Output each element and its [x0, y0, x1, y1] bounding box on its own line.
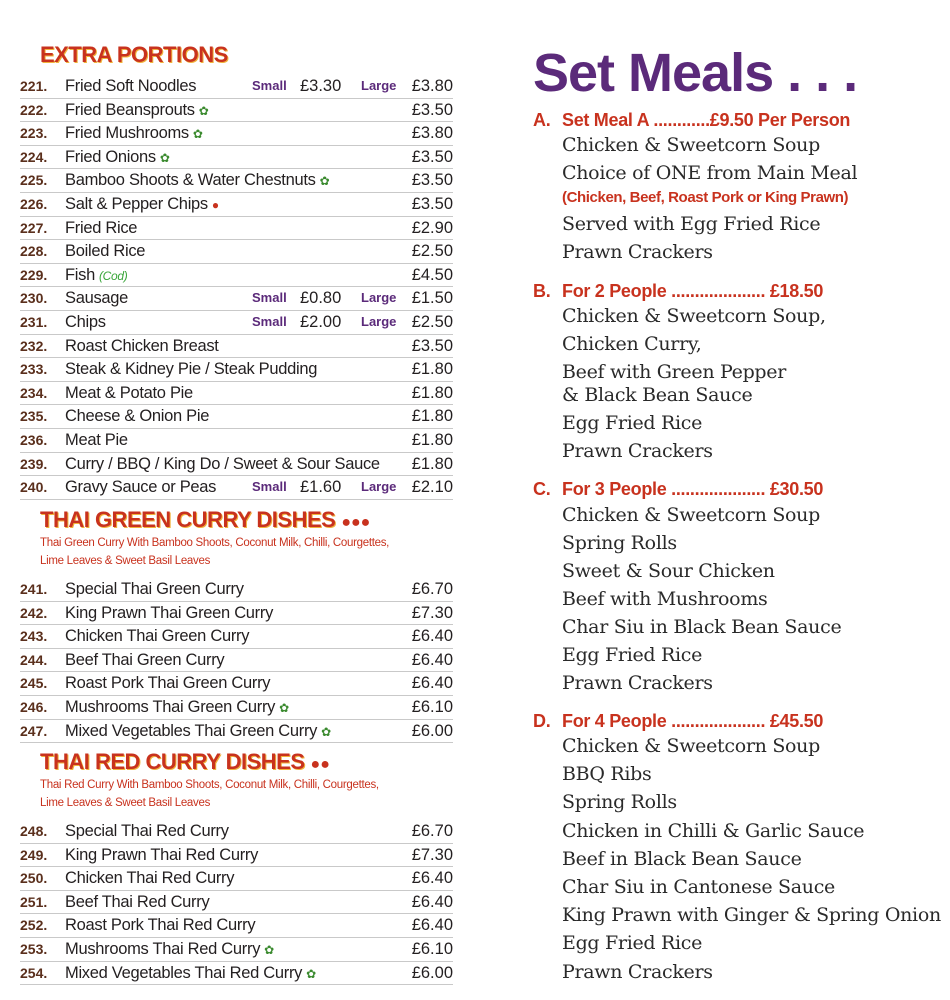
- set-meal-c-line: Spring Rolls: [562, 532, 677, 554]
- menu-item-row: [20, 239, 453, 264]
- item-name: Chicken Thai Green Curry: [65, 627, 250, 646]
- set-meal-d-line: King Prawn with Ginger & Spring Onion: [562, 904, 941, 927]
- set-meal-d-line: Chicken in Chilli & Garlic Sauce: [562, 819, 865, 842]
- menu-item-row: [20, 74, 453, 99]
- set-meal-d-line: Char Siu in Cantonese Sauce: [562, 876, 836, 898]
- set-meal-a-note: (Chicken, Beef, Roast Pork or King Prawn): [562, 189, 849, 206]
- item-number: 239.: [20, 455, 48, 472]
- menu-item-row: [20, 121, 453, 146]
- item-price: £6.40: [411, 869, 453, 888]
- menu-item-row: [20, 216, 453, 241]
- leaf-icon: ✿: [192, 127, 203, 142]
- item-name: Beef Thai Green Curry: [65, 650, 225, 669]
- item-price: £6.00: [411, 721, 453, 740]
- set-meal-b-heading: B. For 2 People .................... £18.50: [533, 281, 824, 301]
- leaf-icon: ✿: [198, 103, 209, 118]
- thai-green-description: Thai Green Curry With Bamboo Shoots, Coconut Milk, Chilli, Courgettes, Lime Leaves & Sweet Basil Leaves: [40, 537, 390, 567]
- leaf-icon: ✿: [306, 966, 316, 981]
- small-label: Small: [252, 479, 287, 495]
- item-number: 242.: [20, 604, 48, 621]
- item-name: Special Thai Green Curry: [65, 580, 244, 598]
- set-meal-b-line: Beef with Green Pepper: [562, 361, 787, 383]
- menu-item-row: [20, 168, 453, 193]
- menu-item-row: [20, 648, 453, 673]
- item-price: £6.00: [411, 963, 453, 982]
- item-note: (Cod): [98, 268, 128, 283]
- menu-item-row: [20, 937, 453, 962]
- set-meal-b-line: Chicken & Sweetcorn Soup,: [562, 305, 826, 327]
- item-number: 228.: [20, 243, 48, 260]
- item-name: Salt & Pepper Chips ●: [65, 195, 219, 213]
- menu-item-row: [20, 843, 453, 868]
- leaf-icon: ✿: [321, 724, 331, 739]
- item-price: £3.50: [411, 147, 453, 166]
- menu-item-row: [20, 695, 453, 720]
- item-name: Fried Beansprouts ✿: [65, 100, 209, 119]
- item-name: Cheese & Onion Pie: [65, 407, 210, 426]
- menu-item-row: [20, 286, 453, 311]
- large-label: Large: [361, 314, 397, 329]
- menu-item-row: [20, 192, 453, 217]
- item-number: 231.: [20, 314, 48, 330]
- item-name: Bamboo Shoots & Water Chestnuts ✿: [65, 171, 330, 190]
- item-price: £2.10: [411, 478, 453, 497]
- item-number: 233.: [20, 361, 48, 378]
- item-price: £6.40: [411, 627, 453, 646]
- item-price: £6.40: [411, 892, 453, 911]
- item-price: £3.50: [411, 100, 453, 119]
- set-meal-c-line: Egg Fried Rice: [562, 644, 703, 666]
- chilli-icon: ●●●: [341, 514, 371, 531]
- item-number: 236.: [20, 432, 48, 448]
- item-name: Meat Pie: [65, 431, 128, 449]
- chilli-icon: ●●: [310, 756, 330, 773]
- menu-item-row: [20, 357, 453, 382]
- menu-item-row: [20, 310, 453, 335]
- small-price: £1.60: [300, 478, 342, 497]
- set-meal-a-heading: A. Set Meal A ............£9.50 Per Person: [533, 110, 851, 130]
- item-number: 241.: [20, 581, 48, 597]
- item-number: 223.: [20, 125, 48, 142]
- thai-green-title: THAI GREEN CURRY DISHES ●●●: [40, 507, 371, 532]
- item-number: 229.: [20, 266, 48, 283]
- small-label: Small: [252, 314, 287, 329]
- set-meal-b-line: & Black Bean Sauce: [562, 384, 753, 406]
- item-number: 230.: [20, 290, 48, 307]
- item-name: Meat & Potato Pie: [65, 383, 193, 402]
- item-price: £2.50: [411, 313, 453, 331]
- item-name: Special Thai Red Curry: [65, 822, 229, 840]
- set-meal-c-heading: C. For 3 People .................... £30.50: [533, 479, 824, 499]
- set-meal-a-line: Served with Egg Fried Rice: [562, 213, 821, 235]
- item-name: Roast Pork Thai Red Curry: [65, 916, 256, 935]
- leaf-icon: ✿: [279, 701, 289, 715]
- extra-portions-title: EXTRA PORTIONS: [40, 42, 228, 67]
- thai-red-description: Thai Red Curry With Bamboo Shoots, Coconut Milk, Chilli, Courgettes, Lime Leaves & Sweet Basil Leaves: [40, 779, 379, 809]
- item-name: Steak & Kidney Pie / Steak Pudding: [65, 360, 318, 379]
- item-name: Mixed Vegetables Thai Red Curry ✿: [65, 963, 316, 982]
- item-name: Fried Mushrooms ✿: [65, 124, 203, 143]
- item-price: £6.10: [411, 698, 453, 716]
- menu-item-row: [20, 475, 453, 500]
- set-meal-a-line: Chicken & Sweetcorn Soup: [562, 134, 820, 156]
- item-price: £7.30: [411, 603, 453, 622]
- item-number: 244.: [20, 651, 48, 668]
- small-price: £0.80: [300, 289, 342, 308]
- item-name: Beef Thai Red Curry: [65, 892, 210, 911]
- menu-item-row: [20, 334, 453, 359]
- item-name: Roast Chicken Breast: [65, 336, 219, 355]
- set-meal-c-line: Prawn Crackers: [562, 672, 713, 694]
- item-number: 224.: [20, 148, 48, 165]
- item-name: Curry / BBQ / King Do / Sweet & Sour Sauce: [65, 454, 380, 473]
- menu-item-row: [20, 913, 453, 938]
- menu-item-row: [20, 404, 453, 429]
- item-number: 243.: [20, 628, 48, 645]
- item-name: Fried Soft Noodles: [65, 77, 197, 95]
- menu-item-row: [20, 381, 453, 406]
- set-meal-c-line: Sweet & Sour Chicken: [562, 560, 775, 582]
- leaf-icon: ✿: [264, 943, 274, 957]
- menu-item-row: [20, 890, 453, 915]
- small-price: £3.30: [300, 77, 342, 95]
- large-label: Large: [361, 290, 397, 306]
- set-meal-d-line: Chicken & Sweetcorn Soup: [562, 735, 820, 757]
- thai-red-title: THAI RED CURRY DISHES ●●: [40, 749, 330, 774]
- item-price: £3.50: [411, 195, 453, 213]
- item-number: 226.: [20, 196, 48, 212]
- item-price: £3.80: [411, 124, 453, 143]
- menu-item-row: [20, 98, 453, 123]
- small-label: Small: [252, 290, 287, 306]
- menu-item-row: [20, 866, 453, 891]
- menu-item-row: [20, 719, 453, 744]
- small-price: £2.00: [300, 313, 342, 331]
- item-name: Boiled Rice: [65, 242, 146, 261]
- set-meal-b-line: Chicken Curry,: [562, 333, 702, 355]
- item-number: 222.: [20, 101, 48, 118]
- set-meals-title: Set Meals . . .: [533, 43, 858, 103]
- large-label: Large: [361, 479, 397, 495]
- item-number: 247.: [20, 722, 48, 739]
- item-price: £3.50: [411, 336, 453, 355]
- item-name: Fried Onions ✿: [65, 147, 170, 166]
- item-price: £3.50: [411, 171, 453, 190]
- item-number: 240.: [20, 479, 48, 496]
- item-name: King Prawn Thai Green Curry: [65, 603, 274, 622]
- item-name: Fish (Cod): [65, 265, 128, 284]
- item-name: Mushrooms Thai Red Curry ✿: [65, 940, 274, 958]
- item-number: 232.: [20, 337, 48, 354]
- item-number: 253.: [20, 941, 48, 957]
- menu-item-row: [20, 819, 453, 844]
- menu-item-row: [20, 428, 453, 453]
- item-number: 250.: [20, 870, 48, 887]
- item-number: 221.: [20, 78, 48, 94]
- set-meal-c-line: Char Siu in Black Bean Sauce: [562, 616, 842, 638]
- set-meal-d-heading: D. For 4 People .................... £45.50: [533, 711, 824, 731]
- menu-item-row: [20, 624, 453, 649]
- item-name: Sausage: [65, 289, 129, 308]
- set-meal-c-line: Beef with Mushrooms: [562, 588, 768, 610]
- item-name: Chicken Thai Red Curry: [65, 869, 235, 888]
- item-name: Mushrooms Thai Green Curry ✿: [65, 698, 289, 716]
- set-meal-d-line: Egg Fried Rice: [562, 932, 703, 955]
- set-meal-c-line: Chicken & Sweetcorn Soup: [562, 504, 820, 526]
- leaf-icon: ✿: [319, 174, 330, 189]
- small-label: Small: [252, 78, 287, 93]
- item-price: £1.80: [411, 407, 453, 426]
- item-number: 234.: [20, 384, 48, 401]
- menu-item-row: [20, 961, 453, 986]
- item-name: Gravy Sauce or Peas: [65, 478, 217, 497]
- set-meal-d-line: BBQ Ribs: [562, 763, 652, 786]
- item-price: £1.80: [411, 431, 453, 449]
- set-meal-d-line: Prawn Crackers: [562, 960, 713, 983]
- item-price: £2.90: [411, 218, 453, 237]
- item-price: £2.50: [411, 242, 453, 261]
- item-price: £7.30: [411, 845, 453, 864]
- item-number: 235.: [20, 408, 48, 425]
- menu-item-row: [20, 601, 453, 626]
- item-number: 252.: [20, 917, 48, 934]
- set-meal-b-line: Prawn Crackers: [562, 440, 713, 462]
- large-label: Large: [361, 78, 397, 93]
- menu-item-row: [20, 452, 453, 477]
- item-price: £6.40: [411, 674, 453, 693]
- set-meal-a-line: Prawn Crackers: [562, 241, 713, 263]
- item-price: £6.40: [411, 916, 453, 935]
- item-name: King Prawn Thai Red Curry: [65, 845, 259, 864]
- item-price: £6.70: [411, 580, 453, 598]
- item-price: £6.40: [411, 650, 453, 669]
- set-meal-d-line: Spring Rolls: [562, 791, 677, 814]
- menu-item-row: [20, 671, 453, 696]
- item-name: Mixed Vegetables Thai Green Curry ✿: [65, 721, 331, 740]
- item-price: £1.80: [411, 360, 453, 379]
- item-price: £3.80: [411, 77, 453, 95]
- item-number: 254.: [20, 964, 48, 981]
- menu-item-row: [20, 577, 453, 602]
- item-number: 248.: [20, 823, 48, 839]
- item-number: 227.: [20, 219, 48, 236]
- set-meal-d-line: Beef in Black Bean Sauce: [562, 847, 802, 870]
- set-meal-a-line: Choice of ONE from Main Meal: [562, 162, 858, 184]
- item-name: Roast Pork Thai Green Curry: [65, 674, 271, 693]
- item-number: 225.: [20, 172, 48, 189]
- item-number: 245.: [20, 675, 48, 692]
- menu-item-row: [20, 145, 453, 170]
- set-meal-b-line: Egg Fried Rice: [562, 412, 703, 434]
- item-name: Fried Rice: [65, 218, 138, 237]
- item-price: £4.50: [411, 265, 453, 284]
- item-price: £6.70: [411, 822, 453, 840]
- item-name: Chips: [65, 313, 106, 331]
- item-number: 249.: [20, 846, 48, 863]
- item-price: £1.80: [411, 454, 453, 473]
- item-price: £6.10: [411, 940, 453, 958]
- item-price: £1.50: [411, 289, 453, 308]
- item-number: 246.: [20, 699, 48, 715]
- menu-item-row: [20, 263, 453, 288]
- item-price: £1.80: [411, 383, 453, 402]
- item-number: 251.: [20, 893, 48, 910]
- chilli-icon: ●: [211, 198, 219, 212]
- leaf-icon: ✿: [159, 150, 170, 165]
